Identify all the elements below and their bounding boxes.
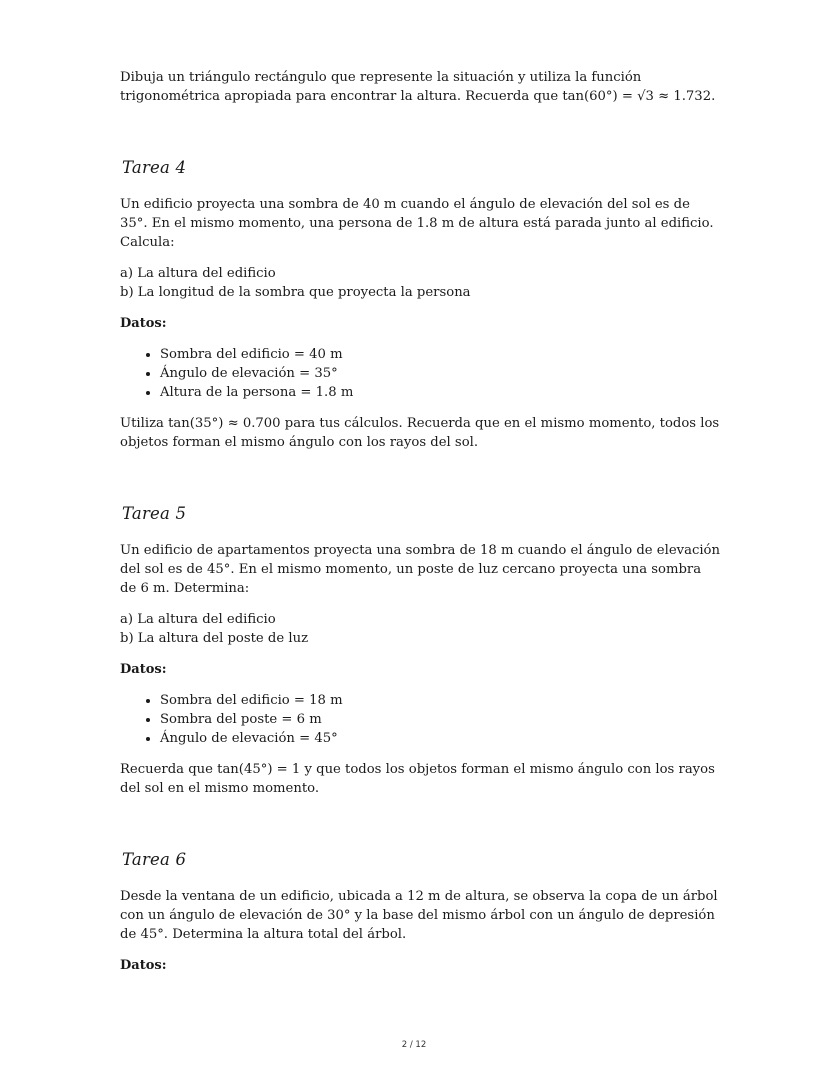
task-5-statement: Un edificio de apartamentos proyecta una sombra de 18 m cuando el ángulo de elevación del sol es de 45°. En el mismo momento, un poste de luz cercano proyecta una sombra de 6 m. Determina: (120, 543, 720, 596)
task-5-dato-1: • Sombra del edificio = 18 m (160, 691, 720, 710)
task-4 (120, 158, 720, 452)
task-5-parts (120, 610, 720, 648)
task-6-title: Tarea 6 (122, 850, 187, 869)
task-4-datos-list (120, 345, 720, 402)
task-5-note: Recuerda que tan(45°) = 1 y que todos los objetos forman el mismo ángulo con los rayos del sol en el mismo momento. (120, 762, 715, 796)
task-6-datos-label: Datos: (120, 958, 167, 973)
task-5-datos-list (120, 691, 720, 748)
task-6-statement: Desde la ventana de un edificio, ubicada a 12 m de altura, se observa la copa de un árbol con un ángulo de elevación de 30° y la base del mismo árbol con un ángulo de depresión de 45°. Determina la altura total del árbol. (120, 889, 718, 942)
task-5-part-a: a) La altura del edificio (120, 612, 276, 627)
task-4-datos-label: Datos: (120, 316, 167, 331)
task-5 (120, 504, 720, 798)
task-4-title: Tarea 4 (122, 158, 187, 177)
task-5-datos-label: Datos: (120, 662, 167, 677)
task-4-dato-3: • Altura de la persona = 1.8 m (160, 383, 720, 402)
task-6 (120, 850, 720, 975)
intro-paragraph: Dibuja un triángulo rectángulo que represente la situación y utiliza la función trigonométrica apropiada para encontrar la altura. Recuerda que tan(60°) = √3 ≈ 1.732. (120, 70, 716, 104)
task-4-part-b: b) La longitud de la sombra que proyecta la persona (120, 285, 471, 300)
task-5-part-b: b) La altura del poste de luz (120, 631, 309, 646)
task-4-parts (120, 264, 720, 302)
task-4-dato-2: • Ángulo de elevación = 35° (160, 364, 720, 383)
task-5-dato-2: • Sombra del poste = 6 m (160, 710, 720, 729)
task-4-part-a: a) La altura del edificio (120, 266, 276, 281)
task-5-title: Tarea 5 (122, 504, 187, 523)
task-4-dato-1: • Sombra del edificio = 40 m (160, 345, 720, 364)
document-page (120, 68, 720, 987)
task-4-note: Utiliza tan(35°) ≈ 0.700 para tus cálculos. Recuerda que en el mismo momento, todos los objetos forman el mismo ángulo con los rayos del sol. (120, 416, 720, 450)
page-number: 2 / 12 (401, 1040, 427, 1050)
task-5-dato-3: • Ángulo de elevación = 45° (160, 729, 720, 748)
task-4-statement: Un edificio proyecta una sombra de 40 m cuando el ángulo de elevación del sol es de 35°. En el mismo momento, una persona de 1.8 m de altura está parada junto al edificio. Calcula: (120, 197, 714, 250)
